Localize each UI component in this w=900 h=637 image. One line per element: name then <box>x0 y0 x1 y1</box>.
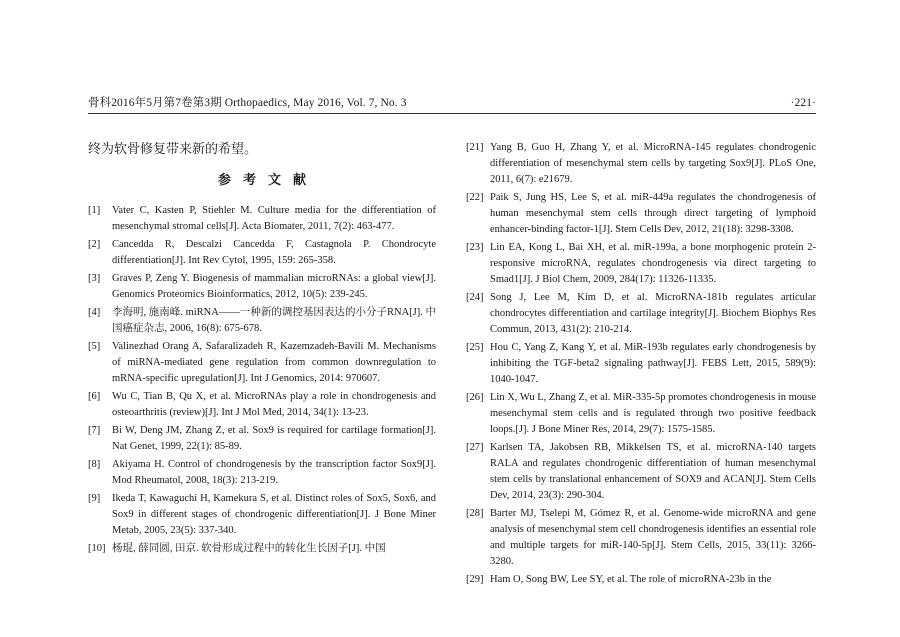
reference-text: 杨琨, 薛同圆, 田京. 软骨形成过程中的转化生长因子[J]. 中国 <box>112 543 386 554</box>
reference-number: [23] <box>466 242 484 253</box>
reference-number: [8] <box>88 459 101 470</box>
reference-text: Ikeda T, Kawaguchi H, Kamekura S, et al. Distinct roles of Sox5, Sox6, and Sox9 in different stages of chondrogenic differentiation[J]. J Bone Miner Metab, 2005, 23(5): 337-340. <box>112 493 436 536</box>
reference-number: [26] <box>466 392 484 403</box>
references-heading: 参考文献 <box>217 172 318 187</box>
reference-item <box>88 457 436 489</box>
reference-item <box>466 240 816 288</box>
reference-item <box>88 305 436 337</box>
reference-item <box>466 190 816 238</box>
reference-item <box>466 340 816 388</box>
reference-text: Akiyama H. Control of chondrogenesis by the transcription factor Sox9[J]. Mod Rheumatol, 2008, 18(3): 213-219. <box>112 459 436 486</box>
reference-item <box>466 140 816 188</box>
reference-item <box>88 203 436 235</box>
reference-text: Paik S, Jung HS, Lee S, et al. miR-449a regulates the chondrogenesis of human mesenchymal stem cells through direct targeting of lymphoid enhancer-binding factor-1[J]. Stem Cells Dev, 2012, 21(18): 3298-3308. <box>490 192 816 235</box>
reference-text: Karlsen TA, Jakobsen RB, Mikkelsen TS, et al. microRNA-140 targets RALA and regulates chondrogenic differentiation of human mesenchymal stem cells by translational enhancement of SOX9 and ACAN[J]. Stem Cells Dev, 2014, 23(3): 290-304. <box>490 442 816 501</box>
reference-text: Yang B, Guo H, Zhang Y, et al. MicroRNA-145 regulates chondrogenic differentiation of mesenchymal stem cells by targeting Sox9[J]. PLoS One, 2011, 6(7): e21679. <box>490 142 816 185</box>
page-number: ·221· <box>790 97 816 109</box>
reference-item <box>466 290 816 338</box>
reference-number: [24] <box>466 292 484 303</box>
reference-number: [6] <box>88 391 101 402</box>
reference-number: [1] <box>88 205 101 216</box>
reference-number: [21] <box>466 142 484 153</box>
reference-text: Lin EA, Kong L, Bai XH, et al. miR-199a, a bone morphogenic protein 2-responsive microRNA, regulates chondrogenesis via direct targeting to Smad1[J]. J Biol Chem, 2009, 284(17): 11326-11335. <box>490 242 816 285</box>
left-column <box>88 140 436 559</box>
reference-item <box>466 390 816 438</box>
reference-item <box>466 440 816 504</box>
reference-item <box>88 271 436 303</box>
reference-text: Wu C, Tian B, Qu X, et al. MicroRNAs play a role in chondrogenesis and osteoarthritis (review)[J]. Int J Mol Med, 2014, 34(1): 13-23. <box>112 391 436 418</box>
right-column <box>466 140 816 590</box>
reference-item <box>88 541 436 557</box>
body-text-continuation: 终为软骨修复带来新的希望。 <box>88 141 258 156</box>
reference-item <box>88 491 436 539</box>
reference-text: Valinezhad Orang A, Safaralizadeh R, Kazemzadeh-Bavili M. Mechanisms of miRNA-mediated gene regulation from common downregulation to mRNA-specific upregulation[J]. Int J Genomics, 2014: 970607. <box>112 341 436 384</box>
header-journal-info: 骨科2016年5月第7卷第3期 Orthopaedics, May 2016, Vol. 7, No. 3 <box>88 97 407 109</box>
reference-text: Vater C, Kasten P, Stiehler M. Culture media for the differentiation of mesenchymal stromal cells[J]. Acta Biomater, 2011, 7(2): 463-477. <box>112 205 436 232</box>
reference-number: [2] <box>88 239 101 250</box>
reference-text: Bi W, Deng JM, Zhang Z, et al. Sox9 is required for cartilage formation[J]. Nat Genet, 1999, 22(1): 85-89. <box>112 425 436 452</box>
reference-list-left <box>88 203 436 557</box>
reference-item <box>88 237 436 269</box>
reference-item <box>88 423 436 455</box>
reference-text: 李海明, 施南峰. miRNA——一种新的调控基因表达的小分子RNA[J]. 中国癌症杂志, 2006, 16(8): 675-678. <box>112 307 436 334</box>
reference-item <box>466 572 816 588</box>
reference-number: [27] <box>466 442 484 453</box>
reference-number: [7] <box>88 425 101 436</box>
reference-item <box>466 506 816 570</box>
reference-text: Song J, Lee M, Kim D, et al. MicroRNA-181b regulates articular chondrocytes differentiation and cartilage integrity[J]. Biochem Biophys Res Commun, 2013, 431(2): 210-214. <box>490 292 816 335</box>
reference-text: Lin X, Wu L, Zhang Z, et al. MiR-335-5p promotes chondrogenesis in mouse mesenchymal stem cells and is regulated through two positive feedback loops.[J]. J Bone Miner Res, 2014, 29(7): 1575-1585. <box>490 392 816 435</box>
reference-number: [25] <box>466 342 484 353</box>
running-header <box>88 96 816 110</box>
reference-text: Barter MJ, Tselepi M, Gómez R, et al. Genome-wide microRNA and gene analysis of mesenchymal stem cell chondrogenesis identifies an essential role and multiple targets for miR-140-5p[J]. Stem Cells, 2015, 33(11): 3266-3280. <box>490 508 816 567</box>
reference-text: Ham O, Song BW, Lee SY, et al. The role of microRNA-23b in the <box>490 574 772 585</box>
header-rule <box>88 113 816 114</box>
reference-number: [22] <box>466 192 484 203</box>
reference-number: [9] <box>88 493 101 504</box>
reference-number: [4] <box>88 307 101 318</box>
reference-number: [29] <box>466 574 484 585</box>
reference-item <box>88 339 436 387</box>
reference-number: [10] <box>88 543 106 554</box>
reference-text: Graves P, Zeng Y. Biogenesis of mammalian microRNAs: a global view[J]. Genomics Proteomics Bioinformatics, 2012, 10(5): 239-245. <box>112 273 436 300</box>
reference-number: [5] <box>88 341 101 352</box>
reference-text: Cancedda R, Descalzi Cancedda F, Castagnola P. Chondrocyte differentiation[J]. Int Rev Cytol, 1995, 159: 265-358. <box>112 239 436 266</box>
reference-number: [28] <box>466 508 484 519</box>
reference-number: [3] <box>88 273 101 284</box>
reference-item <box>88 389 436 421</box>
reference-text: Hou C, Yang Z, Kang Y, et al. MiR-193b regulates early chondrogenesis by inhibiting the TGF-beta2 signaling pathway[J]. FEBS Lett, 2015, 589(9): 1040-1047. <box>490 342 816 385</box>
reference-list-right <box>466 140 816 588</box>
